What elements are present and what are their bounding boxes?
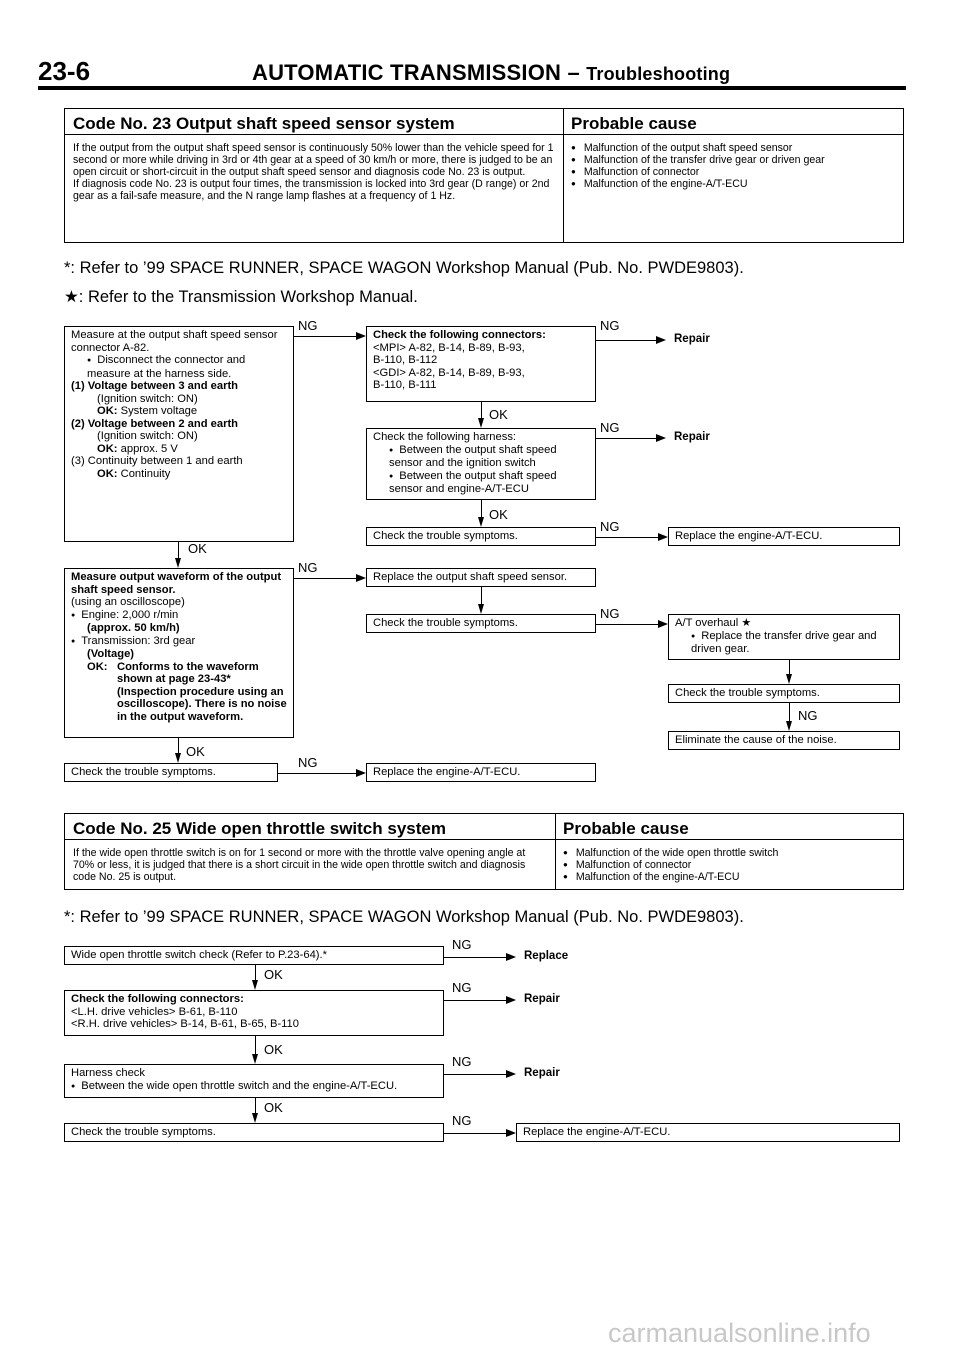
flow-arrow xyxy=(506,996,516,1004)
ng-label: NG xyxy=(798,708,818,723)
step-line: <MPI> A-82, B-14, B-89, B-93, xyxy=(373,341,525,354)
flow-arrow xyxy=(786,721,792,731)
flow-arrow xyxy=(175,558,181,568)
ok-label: OK xyxy=(186,744,205,759)
step-measure-waveform xyxy=(64,568,294,738)
title-sub: Troubleshooting xyxy=(586,64,731,84)
action-repair: Repair xyxy=(524,993,560,1005)
step-eliminate-noise: Eliminate the cause of the noise. xyxy=(668,731,900,750)
code23-note1: *: Refer to ’99 SPACE RUNNER, SPACE WAGON Workshop Manual (Pub. No. PWDE9803). xyxy=(64,259,744,277)
step-title: Harness check xyxy=(71,1067,145,1079)
ok-label: OK xyxy=(489,507,508,522)
flow-line xyxy=(481,500,482,517)
step-text: Measure at the output shaft speed sensor connector A-82. xyxy=(71,329,278,354)
flow-arrow xyxy=(656,336,666,344)
code25-note: *: Refer to ’99 SPACE RUNNER, SPACE WAGON Workshop Manual (Pub. No. PWDE9803). xyxy=(64,908,744,926)
flow-arrow xyxy=(252,1054,258,1064)
action-replace: Replace xyxy=(524,950,569,962)
step-sub: (Ignition switch: ON) xyxy=(97,392,198,405)
flow-line xyxy=(278,773,356,774)
flow-line xyxy=(444,1074,506,1075)
step-title: Measure output waveform of the output shaft speed sensor. xyxy=(71,571,282,596)
step-bullet: ● Between the output shaft speed sensor and the ignition switch xyxy=(373,444,589,470)
step-check-connectors xyxy=(366,326,596,402)
flow-arrow xyxy=(658,533,668,541)
step-line: B-110, B-112 xyxy=(373,354,438,366)
flow-line xyxy=(444,1000,506,1001)
flow-line xyxy=(294,578,356,579)
page-number: 23-6 xyxy=(38,56,91,86)
step-bullet: ● Between the output shaft speed sensor and engine-A/T-ECU xyxy=(373,470,589,496)
ok-label: OK: xyxy=(87,660,108,673)
step-sub: (Ignition switch: ON) xyxy=(97,430,198,442)
ng-label: NG xyxy=(452,980,472,995)
ok-label: OK xyxy=(264,1042,283,1057)
step-check-symptoms-25: Check the trouble symptoms. xyxy=(64,1123,444,1142)
ok-value: Conforms to the waveform shown at page 23-43* (Inspection procedure using an oscilloscope). There is no noise in the output waveform. xyxy=(117,660,287,723)
flow-line xyxy=(255,1036,256,1054)
action-repair: Repair xyxy=(674,333,710,345)
flow-arrow xyxy=(478,604,484,614)
code23-cause: ● Malfunction of the transfer drive gear or driven gear xyxy=(571,154,895,166)
ng-label: NG xyxy=(600,519,620,534)
flow-arrow xyxy=(252,980,258,990)
code23-cause-header: Probable cause xyxy=(563,109,903,135)
step-bullet: ● Disconnect the connector and measure at the harness side. xyxy=(71,354,287,380)
code25-cause: ● Malfunction of connector xyxy=(563,859,895,871)
flow-arrow xyxy=(656,434,666,442)
code25-causes xyxy=(555,844,903,886)
flow-arrow xyxy=(506,1129,516,1137)
step-sub: (2) Voltage between 2 and earth xyxy=(71,417,239,430)
flow-arrow xyxy=(356,574,366,582)
flow-line xyxy=(178,542,179,558)
ng-label: NG xyxy=(600,606,620,621)
ok-value: approx. 5 V xyxy=(120,442,178,455)
ok-label: OK: xyxy=(97,467,118,480)
step-line: (Voltage) xyxy=(87,648,135,660)
page-title xyxy=(252,60,730,86)
ng-label: NG xyxy=(600,318,620,333)
code23-desc-p1: If the output from the output shaft speed sensor is continuously 50% lower than the vehicle speed for 1 second or more while driving in 3rd or 4th gear at a speed of 30 km/h or more, there is judged to be an open circuit or short-circuit in the output shaft speed sensor and diagnosis code No. 23 is output. xyxy=(73,142,554,178)
flow-line xyxy=(596,537,658,538)
ng-label: NG xyxy=(298,755,318,770)
step-replace-ecu-25: Replace the engine-A/T-ECU. xyxy=(516,1123,900,1142)
flow-line xyxy=(255,1098,256,1113)
ng-label: NG xyxy=(600,420,620,435)
title-main: AUTOMATIC TRANSMISSION xyxy=(252,60,562,85)
flow-line xyxy=(294,336,356,337)
code25-description: If the wide open throttle switch is on for 1 second or more with the throttle valve opening angle at 70% or less, it is judged that there is a short circuit in the wide open throttle switch and diagnosis code No. 25 is output. xyxy=(73,847,526,883)
step-bullet: ● Replace the transfer drive gear and driven gear. xyxy=(675,630,893,656)
step-line: <L.H. drive vehicles> B-61, B-110 xyxy=(71,1005,238,1018)
flow-line xyxy=(596,340,656,341)
step-bullet: ● Transmission: 3rd gear xyxy=(71,635,287,649)
flow-arrow xyxy=(252,1113,258,1123)
step-title: A/T overhaul ★ xyxy=(675,617,752,629)
code25-table xyxy=(64,813,904,890)
ng-label: NG xyxy=(452,1113,472,1128)
step-wot-check: Wide open throttle switch check (Refer to P.23-64).* xyxy=(64,946,444,965)
watermark: carmanualsonline.info xyxy=(608,1318,871,1348)
flow-line xyxy=(444,1133,506,1134)
ok-label: OK: xyxy=(97,405,118,417)
ok-value: Continuity xyxy=(120,467,171,480)
step-check-harness xyxy=(366,428,596,500)
ng-label: NG xyxy=(452,1054,472,1069)
step-replace-ecu-1: Replace the engine-A/T-ECU. xyxy=(668,527,900,546)
step-check-symptoms-3: Check the trouble symptoms. xyxy=(668,684,900,703)
code23-cause: ● Malfunction of the output shaft speed sensor xyxy=(571,142,895,154)
flow-line xyxy=(789,703,790,721)
step-line: (approx. 50 km/h) xyxy=(87,622,180,634)
step-sub: (3) Continuity between 1 and earth xyxy=(71,455,243,467)
ok-label: OK xyxy=(264,1100,283,1115)
code25-cause: ● Malfunction of the wide open throttle switch xyxy=(563,847,895,859)
step-line: (using an oscilloscope) xyxy=(71,596,185,608)
step-sub: (1) Voltage between 3 and earth xyxy=(71,380,239,392)
flow-line xyxy=(255,965,256,980)
ok-label: OK xyxy=(188,541,207,556)
step-line: B-110, B-111 xyxy=(373,379,437,391)
flow-arrow xyxy=(786,674,792,684)
action-repair: Repair xyxy=(524,1067,560,1079)
step-check-symptoms-1: Check the trouble symptoms. xyxy=(366,527,596,546)
flow-line xyxy=(481,402,482,418)
code25-cause: ● Malfunction of the engine-A/T-ECU xyxy=(563,871,895,883)
ok-label: OK: xyxy=(97,442,118,455)
step-bullet: ● Engine: 2,000 r/min xyxy=(71,609,287,623)
code23-cause: ● Malfunction of connector xyxy=(571,166,895,178)
code23-description xyxy=(65,139,563,205)
ok-label: OK xyxy=(264,967,283,982)
flow-line xyxy=(444,957,506,958)
flow-line xyxy=(596,438,656,439)
flow-line xyxy=(596,624,658,625)
flow-line xyxy=(178,738,179,753)
ng-label: NG xyxy=(298,318,318,333)
header-rule xyxy=(38,86,906,90)
step-bullet: ● Between the wide open throttle switch and the engine-A/T-ECU. xyxy=(71,1080,437,1094)
title-dash: – xyxy=(567,60,580,85)
flow-arrow xyxy=(658,620,668,628)
code23-title: Code No. 23 Output shaft speed sensor system xyxy=(65,109,563,135)
step-check-connectors-25 xyxy=(64,990,444,1036)
flow-line xyxy=(789,660,790,674)
code23-desc-p2: If diagnosis code No. 23 is output four times, the transmission is locked into 3rd gear (D range) or 2nd gear as a fail-safe measure, and the N range lamp flashes at a frequency of 1 Hz. xyxy=(73,178,550,202)
ok-value: System voltage xyxy=(120,405,198,417)
code23-note2: ★: Refer to the Transmission Workshop Manual. xyxy=(64,288,418,306)
code23-cause: ● Malfunction of the engine-A/T-ECU xyxy=(571,178,895,190)
code25-title: Code No. 25 Wide open throttle switch system xyxy=(65,814,555,840)
waveform-ok xyxy=(71,661,287,724)
flow-line xyxy=(481,587,482,604)
step-replace-sensor: Replace the output shaft speed sensor. xyxy=(366,568,596,587)
step-title: Check the following harness: xyxy=(373,431,517,443)
ng-label: NG xyxy=(298,560,318,575)
ok-label: OK xyxy=(489,407,508,422)
step-title: Check the following connectors: xyxy=(373,329,546,341)
step-line: <GDI> A-82, B-14, B-89, B-93, xyxy=(373,366,525,379)
flow-arrow xyxy=(356,332,366,340)
code25-cause-header: Probable cause xyxy=(555,814,903,840)
code23-table xyxy=(64,108,904,243)
step-title: Check the following connectors: xyxy=(71,993,244,1005)
flow-arrow xyxy=(356,769,366,777)
step-sensor-measure xyxy=(64,326,294,542)
step-line: <R.H. drive vehicles> B-14, B-61, B-65, B-110 xyxy=(71,1018,299,1030)
step-check-symptoms-4: Check the trouble symptoms. xyxy=(64,763,278,782)
ng-label: NG xyxy=(452,937,472,952)
flow-arrow xyxy=(506,953,516,961)
flow-arrow xyxy=(478,517,484,527)
step-at-overhaul xyxy=(668,614,900,660)
flow-arrow xyxy=(506,1070,516,1078)
flow-arrow xyxy=(478,418,484,428)
action-repair: Repair xyxy=(674,431,710,443)
step-harness-check-25 xyxy=(64,1064,444,1098)
code23-causes xyxy=(563,139,903,193)
step-replace-ecu-2: Replace the engine-A/T-ECU. xyxy=(366,763,596,782)
flow-arrow xyxy=(175,753,181,763)
step-check-symptoms-2: Check the trouble symptoms. xyxy=(366,614,596,633)
